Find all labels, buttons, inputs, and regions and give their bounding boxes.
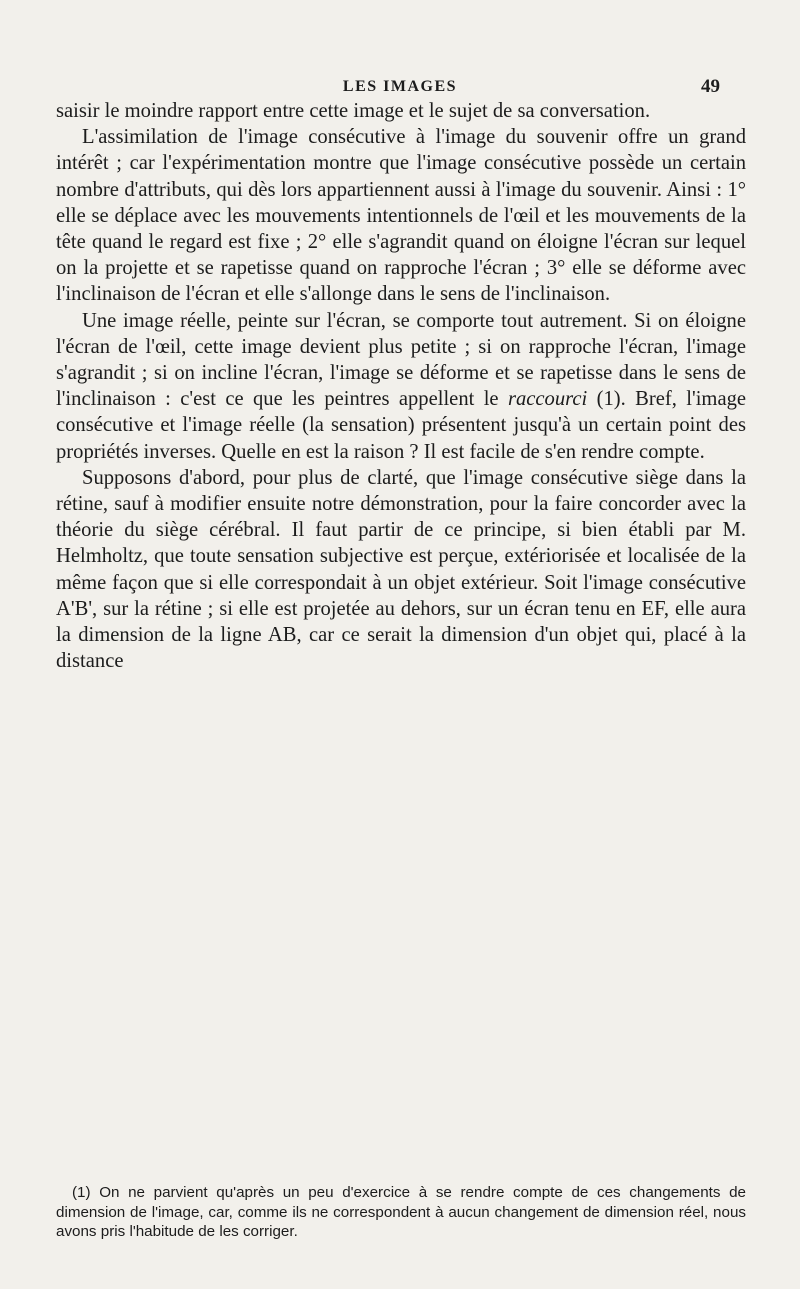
running-head: LES IMAGES [342, 78, 458, 95]
paragraph-supposons: Supposons d'abord, pour plus de clarté, que l'image consécutive siège dans la rétine, sauf à modifier ensuite notre démonstration, pour la faire concorder avec la théorie du siège cérébral. Il faut partir de ce principe, si bien établi par M. Helmholtz, que toute sensation subjective est perçue, extériorisée et localisée de la même façon que si elle correspondait à un objet extérieur. Soit l'image consécutive A'B', sur la rétine ; si elle est projetée au dehors, sur un écran tenu en EF, elle aura la dimension de la ligne AB, car ce serait la dimension d'un objet qui, placé à la distance [56, 466, 746, 673]
italic-term-raccourci: raccourci [507, 388, 588, 411]
paragraph-continuation: saisir le moindre rapport entre cette image et le sujet de sa conversation. [56, 100, 651, 122]
paragraph-image-reelle [56, 308, 746, 465]
footnote [56, 1183, 746, 1242]
paragraph-image-reelle-text: Une image réelle, peinte sur l'écran, se comporte tout autrement. Si on éloigne l'écran de l'œil, cette image devient plus petite ; si on rapproche l'écran, l'image s'agrandit ; si on incline l'écran, l'image se déforme et se rapetisse dans le sens de l'inclinaison : c'est ce que les peintres appellent le [56, 309, 746, 411]
footnote-text: (1) On ne parvient qu'après un peu d'exercice à se rendre compte de ces changements de dimension de l'image, car, comme ils ne correspondent à aucun changement de dimension réel, nous avons pris l'habitude de les corriger. [56, 1184, 746, 1241]
page-number: 49 [701, 76, 720, 97]
body-text [56, 98, 746, 674]
paragraph-assimilation: L'assimilation de l'image consécutive à l'image du souvenir offre un grand intérêt ; car l'expérimentation montre que l'image consécutive possède un certain nombre d'attributs, qui dès lors appartiennent aussi à l'image du souvenir. Ainsi : 1° elle se déplace avec les mouvements intentionnels de l'œil et les mouvements de la tête quand le regard est fixe ; 2° elle s'agrandit quand on éloigne l'écran sur lequel on la projette et se rapetisse quand on rapproche l'écran ; 3° elle se déforme avec l'inclinaison de l'écran et elle s'allonge dans le sens de l'inclinaison. [56, 126, 746, 306]
page-header [0, 76, 800, 100]
paragraph-image-reelle-text-end: (1). Bref, l'image consécutive et l'image réelle (la sensation) présentent jusqu'à un certain point des propriétés inverses. Quelle en est la raison ? Il est facile de s'en rendre compte. [56, 388, 747, 463]
